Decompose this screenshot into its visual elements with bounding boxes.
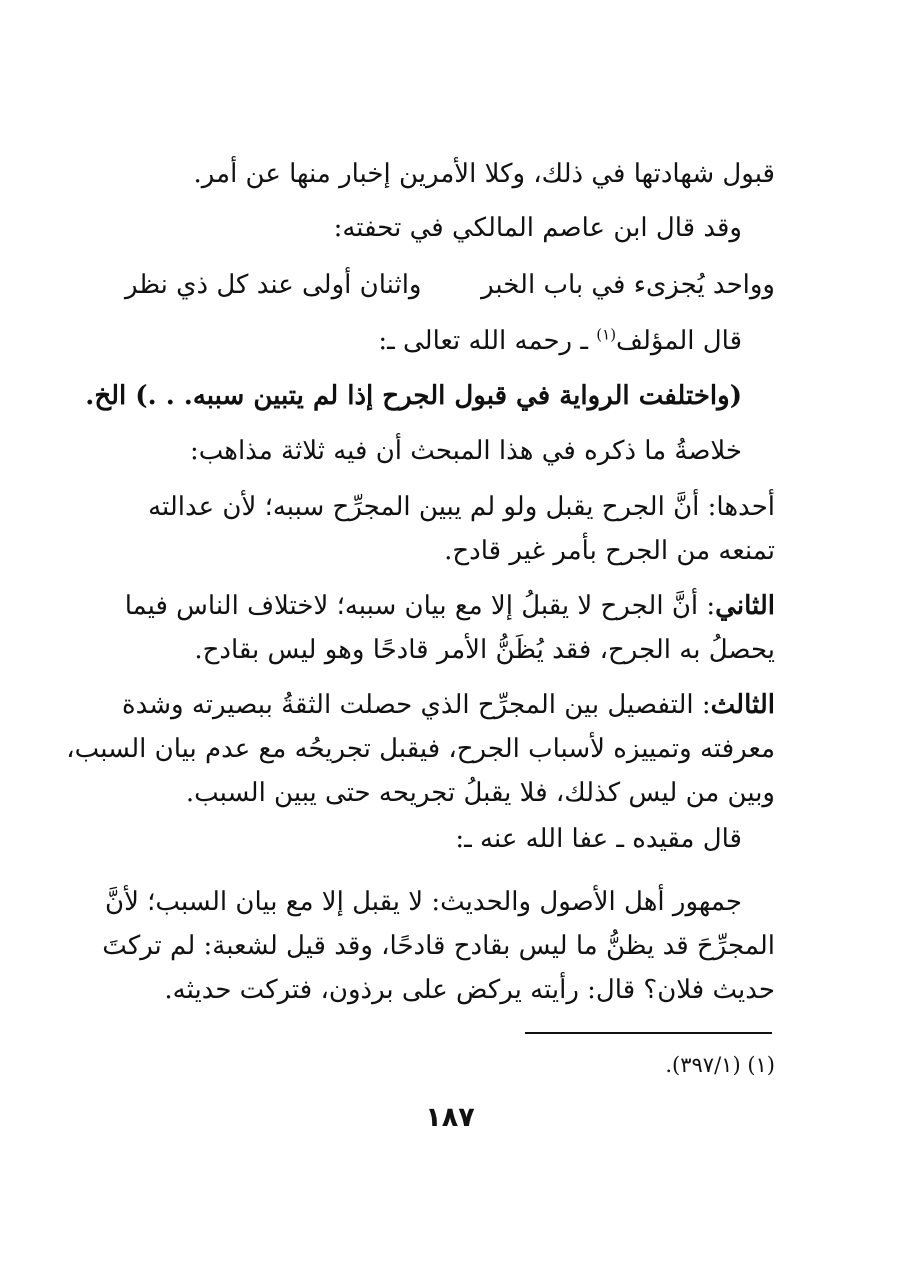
opinion-one-label: أحدها: (699, 492, 775, 522)
poem-verse (125, 262, 775, 308)
text-line-9 (125, 583, 775, 629)
text-line-1: قبول شهادتها في ذلك، وكلا الأمرين إخبار منها عن أمر. (193, 159, 775, 189)
author-label-tail: ـ رحمه الله تعالى ـ: (378, 326, 597, 356)
opinion-two-text: : أنَّ الجرح لا يقبلُ إلا مع بيان سببه؛ لاختلاف الناس فيما (124, 591, 716, 621)
text-line-6: خلاصةُ ما ذكره في هذا المبحث أن فيه ثلاثة مذاهب: (189, 436, 742, 466)
footnote-reference: (١) (596, 325, 617, 344)
verse-second-hemistich: واثنان أولى عند كل ذي نظر (125, 270, 422, 300)
text-line-15: جمهور أهل الأصول والحديث: لا يقبل إلا مع بيان السبب؛ لأنَّ (104, 887, 742, 917)
text-line-11 (121, 682, 775, 728)
text-line-12: معرفته وتمييزه لأسباب الجرح، فيقبل تجريحُه مع عدم بيان السبب، (66, 734, 775, 764)
footnote-text: (١) (٣٩٧/١). (665, 1053, 775, 1077)
text-line-8: تمنعه من الجرح بأمر غير قادح. (444, 536, 775, 566)
footnote-separator (525, 1032, 772, 1034)
opinion-three-label: الثالث (710, 690, 775, 720)
text-line-17: حديث فلان؟ قال: رأيته يركض على برذون، فتركت حديثه. (164, 975, 775, 1005)
verse-first-hemistich: وواحد يُجزىء في باب الخبر (481, 270, 775, 300)
opinion-three-text: : التفصيل بين المجرِّح الذي حصلت الثقةُ ببصيرته وشدة (121, 690, 711, 720)
text-line-14: قال مقيده ـ عفا الله عنه ـ: (455, 824, 742, 854)
text-line-10: يحصلُ به الجرح، فقد يُظَنُّ الأمر قادحًا وهو ليس بقادح. (194, 635, 775, 665)
text-line-7 (125, 484, 775, 530)
opinion-one-text: أنَّ الجرح يقبل ولو لم يبين المجرِّح سببه؛ لأن عدالته (148, 492, 700, 522)
page-number: ١٨٧ (425, 1102, 475, 1133)
text-line-16: المجرِّحَ قد يظنُّ ما ليس بقادح قادحًا، وقد قيل لشعبة: لم تركتَ (102, 931, 775, 961)
text-line-13: وبين من ليس كذلك، فلا يقبلُ تجريحه حتى يبين السبب. (185, 778, 775, 808)
quoted-text-line: (واختلفت الرواية في قبول الجرح إذا لم يتبين سببه. . .) الخ. (85, 381, 742, 411)
opinion-two-label: الثاني (715, 591, 775, 621)
text-line-2: وقد قال ابن عاصم المالكي في تحفته: (333, 213, 742, 243)
text-line-4 (92, 318, 742, 364)
author-label: قال المؤلف (616, 326, 742, 356)
